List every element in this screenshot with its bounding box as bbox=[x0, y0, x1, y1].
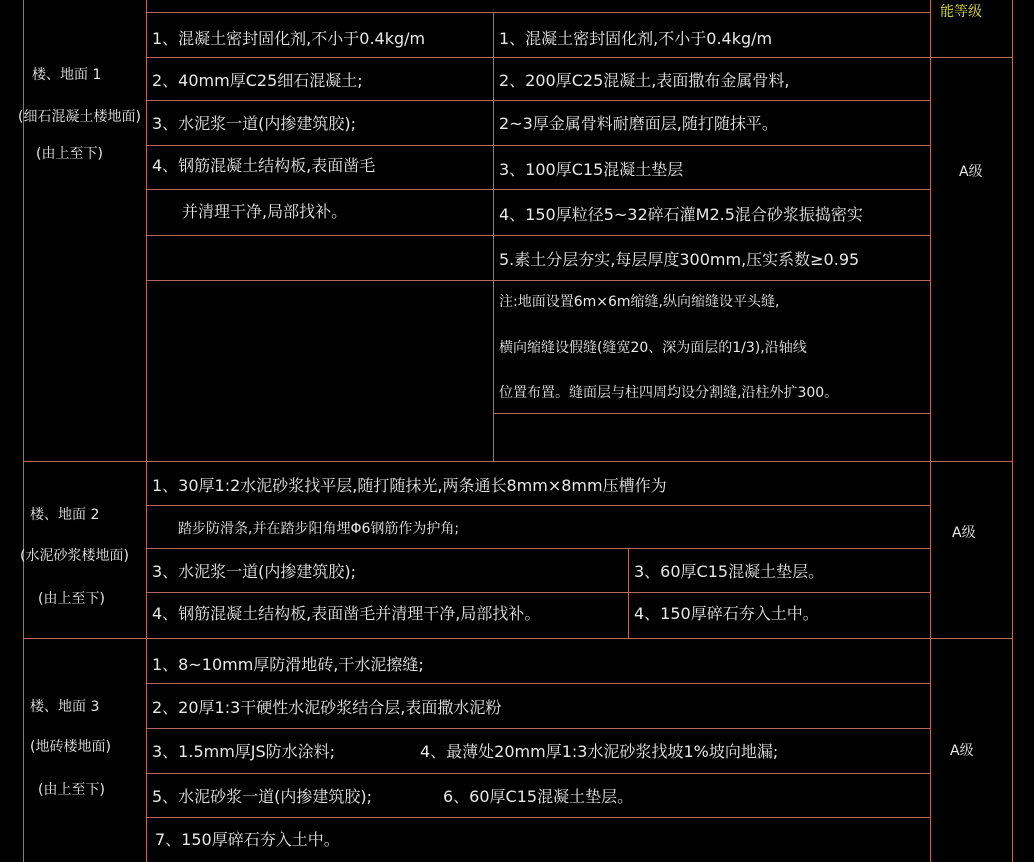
section3-label-title: 楼、地面 3 bbox=[30, 699, 100, 715]
grid-line bbox=[146, 773, 930, 774]
section2-item-4-right: 4、150厚碎石夯入土中。 bbox=[634, 604, 819, 623]
section1-right-item-2-cont: 2~3厚金属骨料耐磨面层,随打随抹平。 bbox=[499, 114, 778, 133]
section2-label-type: (水泥砂浆楼地面) bbox=[20, 548, 129, 564]
grid-line bbox=[146, 57, 1012, 58]
section1-label-order: (由上至下) bbox=[36, 146, 103, 162]
grid-line bbox=[146, 817, 930, 818]
grid-line bbox=[1012, 0, 1013, 862]
section1-right-item-1: 1、混凝土密封固化剂,不小于0.4kg/m bbox=[499, 29, 773, 48]
section1-left-item-3: 3、水泥浆一道(内掺建筑胶); bbox=[152, 114, 357, 133]
section3-label-type: (地砖楼地面) bbox=[30, 739, 111, 755]
grid-line bbox=[23, 0, 24, 862]
grid-line bbox=[930, 0, 931, 862]
grid-line bbox=[146, 728, 930, 729]
grid-line bbox=[146, 235, 930, 236]
grid-line bbox=[146, 592, 930, 593]
grid-line bbox=[23, 638, 1012, 639]
section1-grade: A级 bbox=[959, 164, 983, 180]
section1-note-line-2: 横向缩缝设假缝(缝宽20、深为面层的1/3),沿轴线 bbox=[499, 340, 807, 356]
section1-label-title: 楼、地面 1 bbox=[32, 67, 102, 83]
section1-left-item-2: 2、40mm厚C25细石混凝土; bbox=[152, 71, 363, 90]
section1-left-item-4-cont: 并清理干净,局部找补。 bbox=[182, 202, 348, 221]
section1-left-item-4: 4、钢筋混凝土结构板,表面凿毛 bbox=[152, 156, 376, 175]
section3-item-7: 7、150厚碎石夯入土中。 bbox=[155, 830, 340, 849]
section3-item-2: 2、20厚1:3干硬性水泥砂浆结合层,表面撒水泥粉 bbox=[152, 698, 502, 717]
section1-note-line-1: 注:地面设置6m×6m缩缝,纵向缩缝设平头缝, bbox=[499, 294, 780, 310]
grid-line bbox=[146, 100, 930, 101]
section1-right-item-3: 3、100厚C15混凝土垫层 bbox=[499, 160, 684, 179]
section3-label-order: (由上至下) bbox=[38, 782, 105, 798]
grid-line bbox=[146, 12, 930, 13]
section2-item-1: 1、30厚1:2水泥砂浆找平层,随打随抹光,两条通长8mm×8mm压槽作为 bbox=[152, 476, 667, 495]
section1-left-item-1: 1、混凝土密封固化剂,不小于0.4kg/m bbox=[152, 29, 426, 48]
section3-item-3: 3、1.5mm厚JS防水涂料; bbox=[152, 742, 336, 761]
section3-item-6: 6、60厚C15混凝土垫层。 bbox=[443, 787, 634, 806]
grid-line bbox=[493, 413, 930, 414]
section3-item-1: 1、8~10mm厚防滑地砖,干水泥擦缝; bbox=[152, 655, 424, 674]
grid-line bbox=[146, 189, 930, 190]
section2-item-1-cont: 踏步防滑条,并在踏步阳角埋Φ6钢筋作为护角; bbox=[178, 521, 460, 537]
grid-line bbox=[146, 505, 930, 506]
section2-label-order: (由上至下) bbox=[38, 591, 105, 607]
section1-note-line-3: 位置布置。缝面层与柱四周均设分割缝,沿柱外扩300。 bbox=[499, 385, 839, 401]
section2-item-4-left: 4、钢筋混凝土结构板,表面凿毛并清理干净,局部找补。 bbox=[152, 604, 541, 623]
section1-right-item-4: 4、150厚粒径5~32碎石灌M2.5混合砂浆振捣密实 bbox=[499, 205, 863, 224]
grid-line bbox=[23, 461, 1012, 462]
section1-right-item-2: 2、200厚C25混凝土,表面撒布金属骨料, bbox=[499, 71, 790, 90]
section3-item-5: 5、水泥砂浆一道(内掺建筑胶); bbox=[152, 787, 373, 806]
grid-line bbox=[146, 145, 930, 146]
grid-line bbox=[493, 12, 494, 461]
section2-item-3-left: 3、水泥浆一道(内掺建筑胶); bbox=[152, 562, 357, 581]
section2-grade: A级 bbox=[952, 525, 976, 541]
grid-line bbox=[146, 0, 147, 862]
section2-label-title: 楼、地面 2 bbox=[30, 507, 100, 523]
section1-right-item-5: 5.素土分层夯实,每层厚度300mm,压实系数≥0.95 bbox=[499, 250, 860, 269]
grid-line bbox=[628, 548, 629, 638]
grid-line bbox=[146, 280, 930, 281]
section3-grade: A级 bbox=[950, 743, 974, 759]
grade-column-header: 能等级 bbox=[940, 4, 982, 20]
grid-line bbox=[146, 548, 930, 549]
section1-label-type: (细石混凝土楼地面) bbox=[18, 109, 141, 125]
section3-item-4: 4、最薄处20mm厚1:3水泥砂浆找坡1%坡向地漏; bbox=[420, 742, 779, 761]
grid-line bbox=[146, 683, 930, 684]
section2-item-3-right: 3、60厚C15混凝土垫层。 bbox=[634, 562, 825, 581]
